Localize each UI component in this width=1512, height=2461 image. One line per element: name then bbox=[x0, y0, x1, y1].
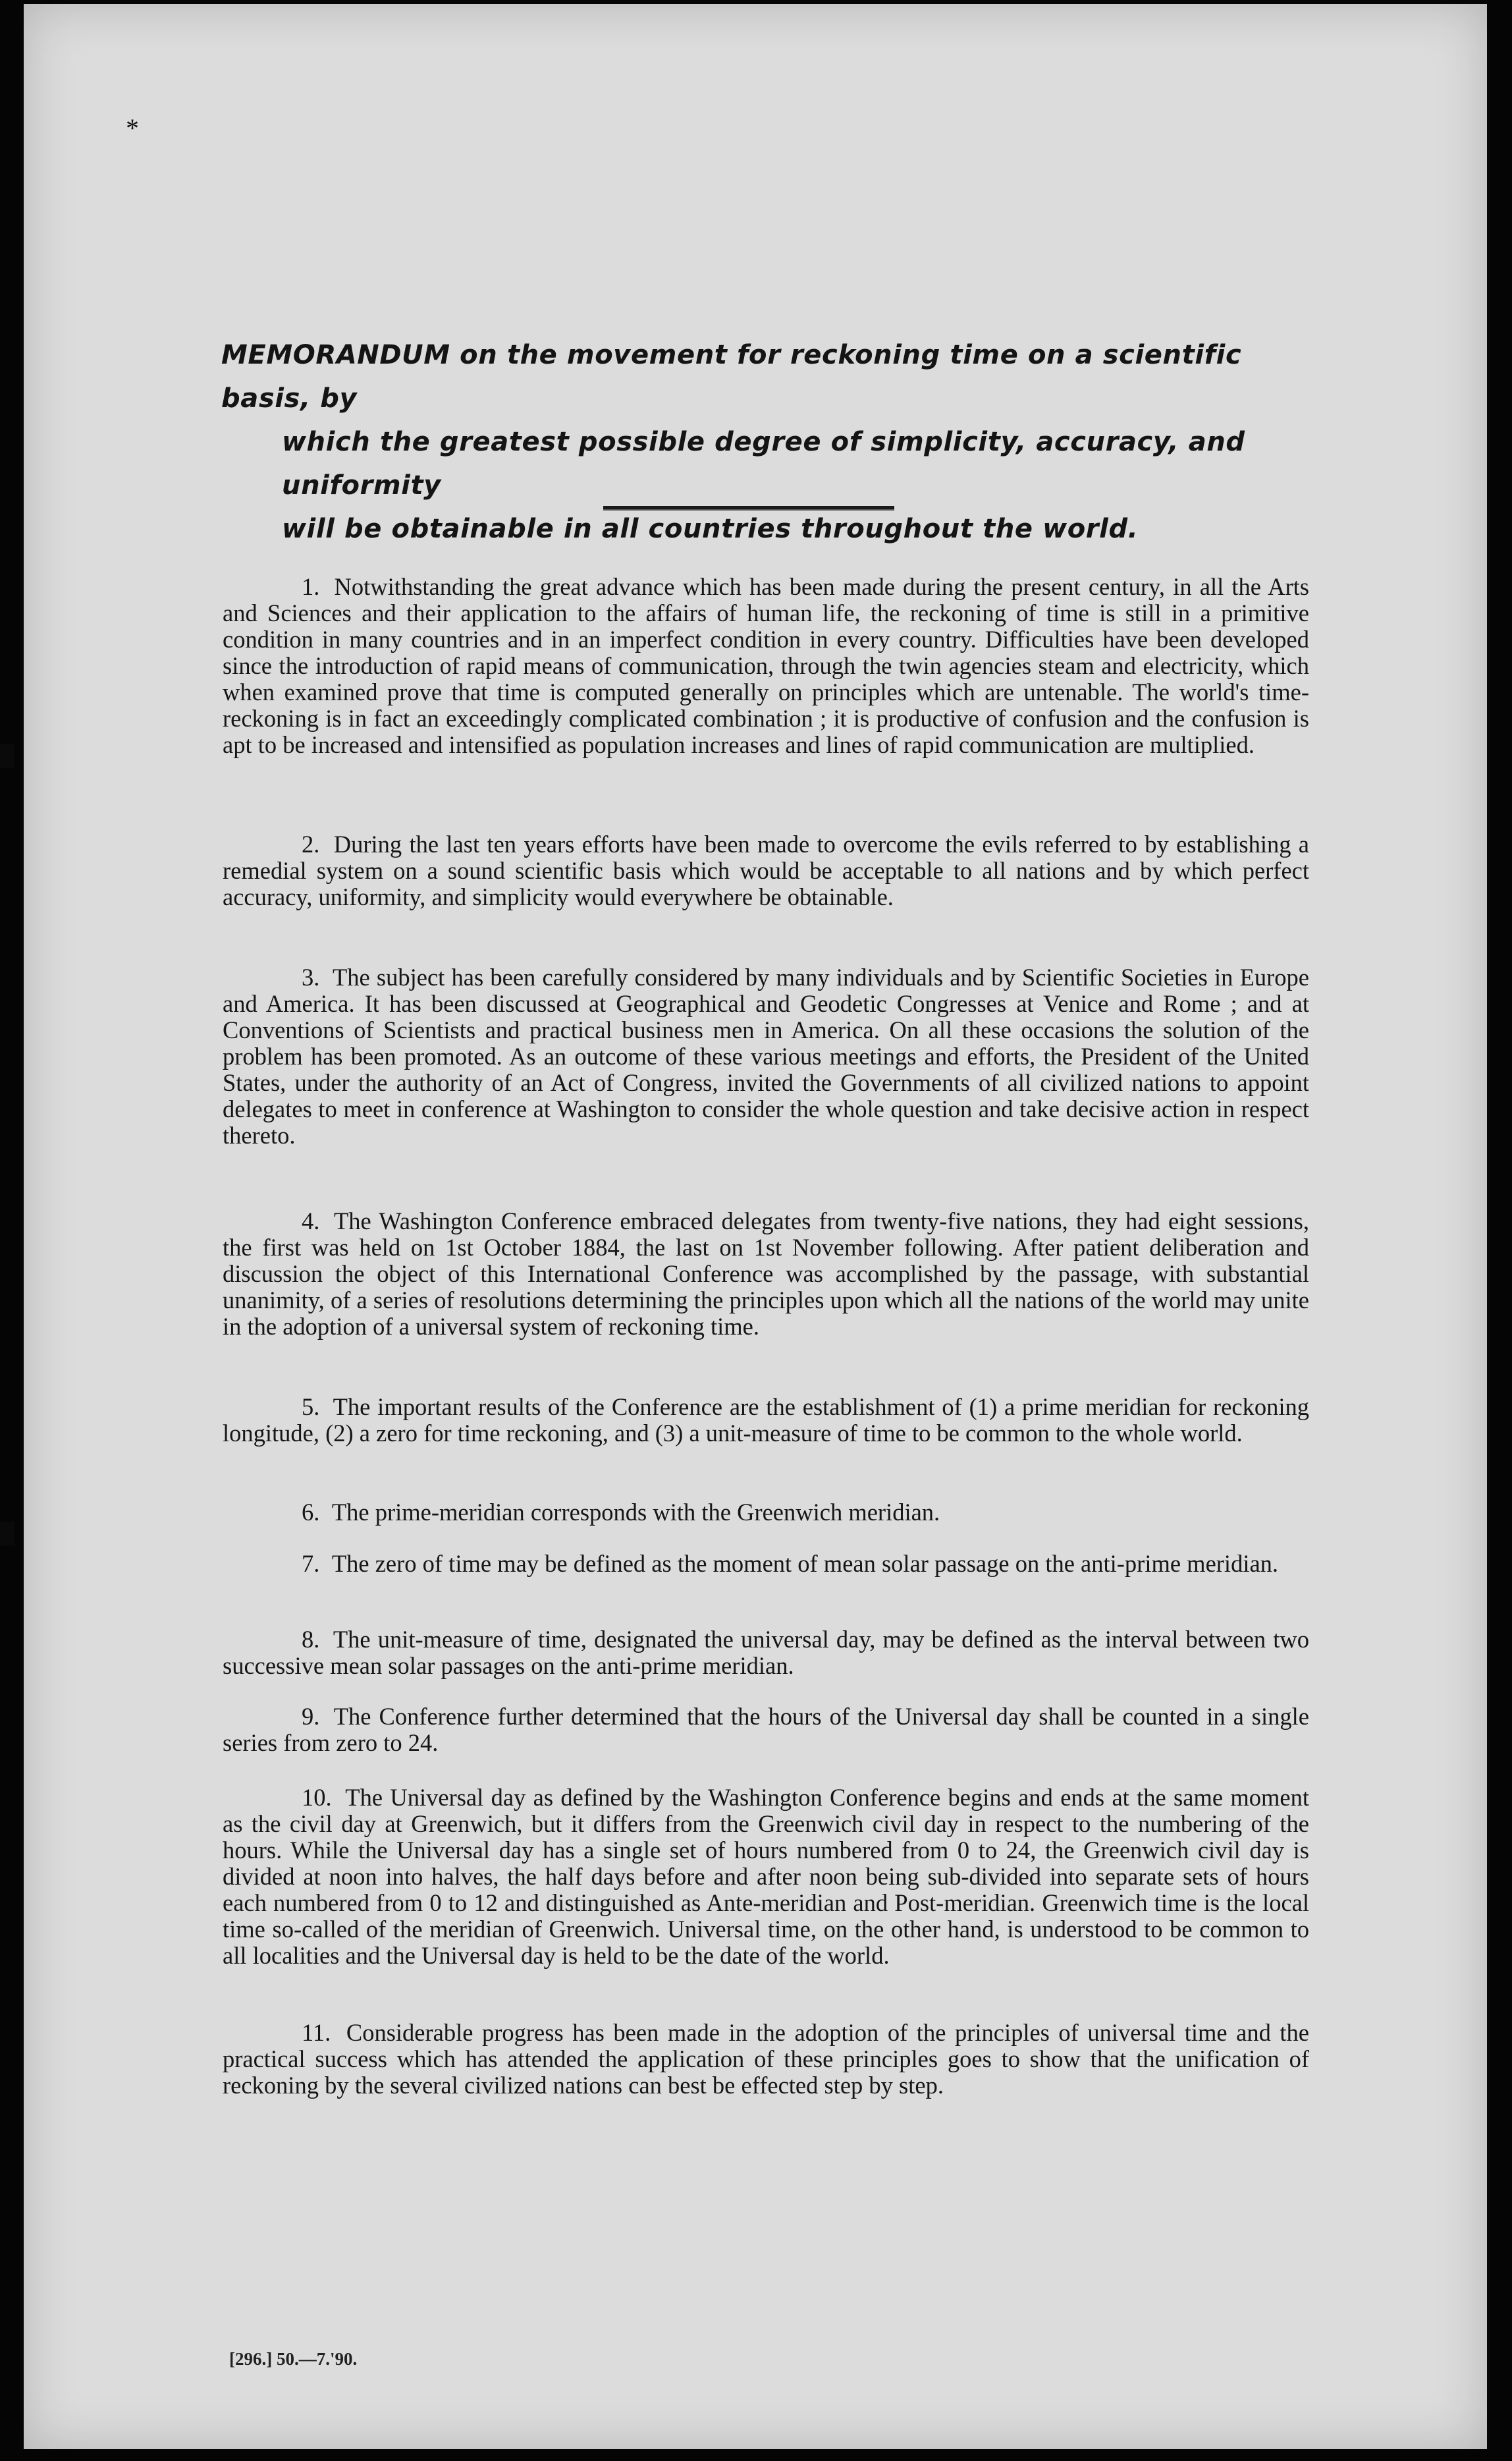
paragraph-9 bbox=[223, 1703, 1309, 1756]
paragraph-text: The Universal day as defined by the Washington Conference begins and ends at the same moment as the civil day at Greenwich, but it differs from the Greenwich civil day in respect to the numbering of the hours. While the Universal day has a single set of hours numbered from 0 to 24, the Greenwich civil day is divided at noon into halves, the half days before and after noon being sub-divided into separate sets of hours each numbered from 0 to 12 and distinguished as Ante-meridian and Post-meridian. Greenwich time is the local time so-called of the meridian of Greenwich. Universal time, on the other hand, is understood to be common to all localities and the Universal day is held to be the date of the world. bbox=[223, 1784, 1309, 1969]
paragraph-number: 4. bbox=[302, 1207, 320, 1234]
paragraph-5 bbox=[223, 1394, 1309, 1447]
paragraph-text: During the last ten years efforts have been made to overcome the evils referred to by establishing a remedial system on a sound scientific basis which would be acceptable to all nations and by which perfect accuracy, uniformity, and simplicity would everywhere be obtainable. bbox=[223, 831, 1309, 910]
paragraph-number: 1. bbox=[302, 573, 320, 600]
paragraph-text: The subject has been carefully considered by many individuals and by Scientific Societies in Europe and America. It has been discussed at Geographical and Geodetic Congresses at Venice and Rome ; and at Conventions of Scientists and practical business men in America. On all these occasions the solution of the problem has been promoted. As an outcome of these various meetings and efforts, the President of the United States, under the authority of an Act of Congress, invited the Governments of all civilized nations to appoint delegates to meet in conference at Washington to consider the whole question and take decisive action in respect thereto. bbox=[223, 964, 1310, 1149]
scan-edge-mark bbox=[0, 744, 14, 768]
title-line-2: which the greatest possible degree of simplicity, accuracy, and uniformity bbox=[282, 427, 1245, 501]
paragraph-text: The zero of time may be defined as the moment of mean solar passage on the anti-prime meridian. bbox=[331, 1550, 1279, 1577]
print-reference: [296.] 50.—7.'90. bbox=[229, 2349, 358, 2369]
paragraph-8 bbox=[223, 1626, 1309, 1679]
paragraph-6 bbox=[223, 1499, 1309, 1526]
paragraph-11 bbox=[223, 2020, 1309, 2099]
paragraph-number: 2. bbox=[302, 831, 320, 858]
paragraph-1 bbox=[223, 574, 1309, 758]
paragraph-text: Notwithstanding the great advance which has been made during the present century, in all the Arts and Sciences and their application to the affairs of human life, the reckoning of time is still in a primitive condition in many countries and in an imperfect condition in every country. Difficulties have been developed since the introduction of rapid means of communication, through the twin agencies steam and electricity, which when examined prove that time is computed generally on principles which are untenable. The world's time-reckoning is in fact an exceedingly complicated combination ; it is productive of confusion and the confusion is apt to be increased and intensified as population increases and lines of rapid communication are multiplied. bbox=[223, 573, 1310, 758]
paragraph-number: 9. bbox=[302, 1703, 320, 1730]
paragraph-number: 6. bbox=[302, 1499, 320, 1526]
paragraph-number: 8. bbox=[302, 1626, 320, 1653]
paragraph-number: 5. bbox=[302, 1393, 320, 1420]
paragraph-2 bbox=[223, 831, 1309, 910]
paragraph-number: 10. bbox=[302, 1784, 332, 1811]
memorandum-title bbox=[221, 333, 1334, 551]
paragraph-text: The important results of the Conference are the establishment of (1) a prime meridian for reckoning longitude, (2) a zero for time reckoning, and (3) a unit-measure of time to be common to the whole world. bbox=[223, 1393, 1309, 1447]
paragraph-3 bbox=[223, 964, 1309, 1149]
margin-mark: * bbox=[126, 113, 139, 143]
paragraph-text: Considerable progress has been made in the adoption of the principles of universal time and the practical success which has attended the application of these principles goes to show that the unification of reckoning by the several civilized nations can best be effected step by step. bbox=[223, 2019, 1310, 2099]
paragraph-7 bbox=[223, 1551, 1309, 1577]
scan-edge-mark bbox=[0, 1522, 14, 1545]
title-divider bbox=[603, 506, 894, 511]
title-line-3: will be obtainable in all countries throughout the world. bbox=[282, 514, 1139, 544]
paragraph-4 bbox=[223, 1208, 1309, 1340]
paragraph-number: 11. bbox=[302, 2019, 331, 2046]
title-line-1: MEMORANDUM on the movement for reckoning time on a scientific basis, by bbox=[221, 340, 1242, 414]
paragraph-number: 7. bbox=[302, 1550, 320, 1577]
paragraph-text: The Washington Conference embraced delegates from twenty-five nations, they had eight sessions, the first was held on 1st October 1884, the last on 1st November following. After patient deliberation and discussion the object of this International Conference was accomplished by the passage, with substantial unanimity, of a series of resolutions determining the principles upon which all the nations of the world may unite in the adoption of a universal system of reckoning time. bbox=[223, 1207, 1309, 1340]
paragraph-text: The unit-measure of time, designated the universal day, may be defined as the interval between two successive mean solar passages on the anti-prime meridian. bbox=[223, 1626, 1309, 1679]
paragraph-10 bbox=[223, 1784, 1309, 1969]
paragraph-text: The prime-meridian corresponds with the Greenwich meridian. bbox=[331, 1499, 940, 1526]
paragraph-number: 3. bbox=[302, 964, 320, 991]
document-page bbox=[24, 4, 1487, 2449]
paragraph-text: The Conference further determined that the hours of the Universal day shall be counted in a single series from zero to 24. bbox=[223, 1703, 1309, 1756]
